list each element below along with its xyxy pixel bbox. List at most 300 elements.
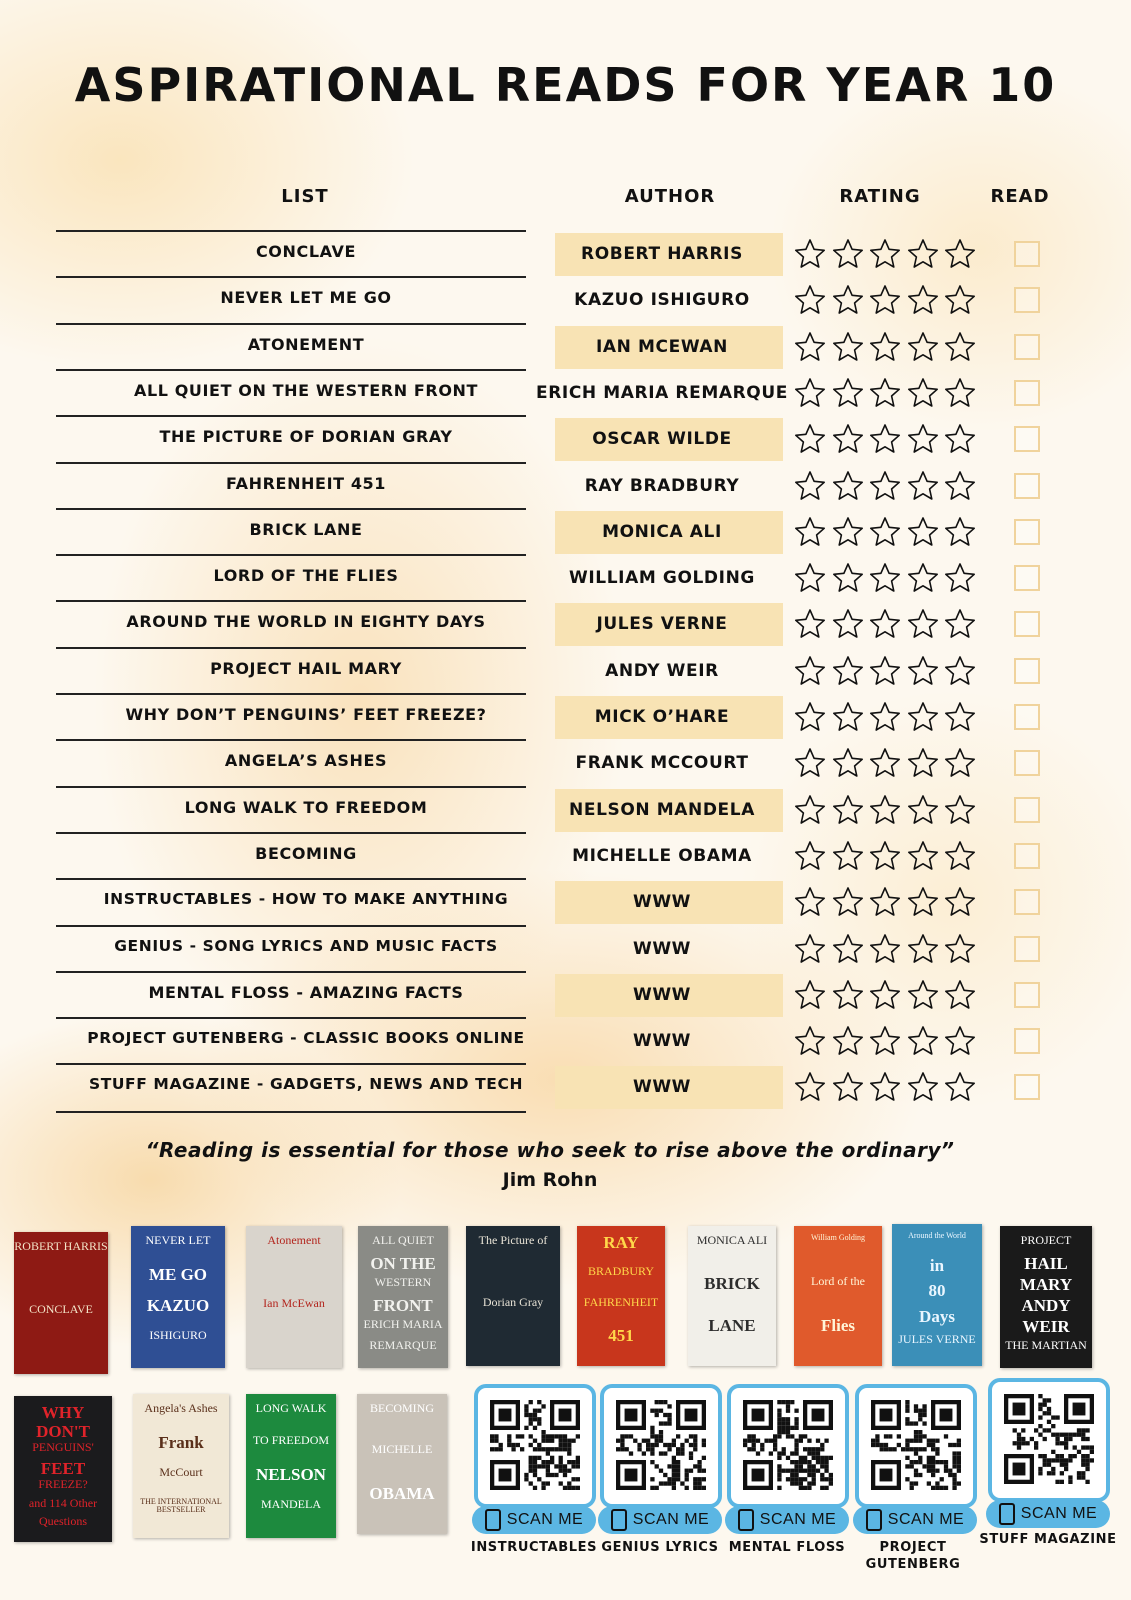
table-row [0,786,1131,832]
star-outline-icon[interactable] [944,516,976,548]
star-outline-icon[interactable] [832,238,864,270]
row-divider [56,508,526,510]
read-checkbox[interactable] [1014,611,1040,637]
star-outline-icon[interactable] [944,331,976,363]
star-outline-icon[interactable] [944,423,976,455]
star-outline-icon[interactable] [832,886,864,918]
star-outline-icon[interactable] [869,238,901,270]
table-row [0,323,1131,369]
table-row [0,369,1131,415]
qr-code-icon [1004,1394,1094,1484]
star-rating [794,655,976,687]
star-outline-icon[interactable] [794,794,826,826]
star-outline-icon[interactable] [907,655,939,687]
author-name: ANDY WEIR [605,660,719,681]
star-rating [794,933,976,965]
star-outline-icon[interactable] [794,238,826,270]
star-outline-icon[interactable] [832,516,864,548]
read-checkbox[interactable] [1014,1074,1040,1100]
cover-text: RAY [603,1233,639,1252]
star-rating [794,284,976,316]
star-outline-icon[interactable] [944,1025,976,1057]
column-header-rating: RATING [839,186,921,207]
column-header-author: AUTHOR [624,186,716,207]
read-checkbox[interactable] [1014,889,1040,915]
author-name: ROBERT HARRIS [581,244,743,264]
book-title: BECOMING [255,843,357,863]
row-divider [56,832,526,834]
read-checkbox[interactable] [1014,658,1040,684]
cover-text: Lord of the [811,1274,865,1289]
star-outline-icon[interactable] [907,701,939,733]
star-outline-icon[interactable] [944,608,976,640]
author-name: IAN MCEWAN [595,336,728,357]
star-rating [794,516,976,548]
star-outline-icon[interactable] [794,284,826,316]
star-outline-icon[interactable] [794,655,826,687]
star-outline-icon[interactable] [832,933,864,965]
cover-text: MANDELA [261,1497,321,1511]
cover-text: Flies [821,1315,855,1335]
cover-text: 451 [608,1326,634,1345]
author-name: OSCAR WILDE [592,429,732,450]
row-divider [56,647,526,649]
table-row [0,508,1131,554]
book-cover-penguins [14,1396,112,1542]
read-checkbox[interactable] [1014,426,1040,452]
star-outline-icon[interactable] [794,516,826,548]
scan-me-button[interactable] [853,1506,977,1534]
author-name: WWW [632,938,692,959]
table-row [0,230,1131,276]
book-title: PROJECT HAIL MARY [210,658,402,678]
author-name: MICK O’HARE [594,707,730,727]
table-row [0,1017,1131,1063]
phone-icon [738,1509,754,1531]
book-title: THE PICTURE OF DORIAN GRAY [159,427,453,447]
star-outline-icon[interactable] [907,840,939,872]
table-row [0,462,1131,508]
author-name: WWW [632,1077,692,1098]
cover-text: in [929,1256,945,1276]
star-outline-icon[interactable] [832,655,864,687]
table-row [0,415,1131,461]
star-outline-icon[interactable] [832,331,864,363]
cover-text: DON'T [36,1421,90,1441]
author-name: ERICH MARIA REMARQUE [536,382,788,403]
star-rating [794,886,976,918]
book-cover-brick-lane [688,1226,776,1366]
star-outline-icon[interactable] [907,331,939,363]
book-title: NEVER LET ME GO [220,288,392,308]
star-outline-icon[interactable] [869,423,901,455]
author-name: FRANK MCCOURT [575,753,749,774]
table-row [0,647,1131,693]
qr-caption-mental-floss: MENTAL FLOSS [728,1540,846,1555]
star-outline-icon[interactable] [944,933,976,965]
cover-text: ANDY [1021,1296,1071,1315]
star-outline-icon[interactable] [907,562,939,594]
star-outline-icon[interactable] [794,933,826,965]
star-outline-icon[interactable] [907,516,939,548]
book-title: CONCLAVE [255,242,357,261]
star-rating [794,840,976,872]
book-title: STUFF MAGAZINE - GADGETS, NEWS AND TECH [88,1075,524,1094]
row-divider [56,786,526,788]
star-outline-icon[interactable] [832,701,864,733]
row-divider [56,1017,526,1019]
star-outline-icon[interactable] [869,516,901,548]
star-outline-icon[interactable] [869,1071,901,1103]
star-outline-icon[interactable] [944,840,976,872]
cover-text: PENGUINS' [32,1440,94,1455]
cover-text: Angela's Ashes [144,1401,218,1415]
star-outline-icon[interactable] [907,284,939,316]
qr-code-genius-lyrics[interactable] [600,1384,722,1508]
star-outline-icon[interactable] [869,979,901,1011]
cover-text: KAZUO [146,1296,210,1315]
star-outline-icon[interactable] [832,470,864,502]
qr-code-icon [871,1400,961,1490]
scan-me-label: SCAN ME [632,1511,710,1528]
book-title: ATONEMENT [247,334,365,354]
cover-text: WESTERN [374,1275,432,1289]
star-outline-icon[interactable] [907,979,939,1011]
book-title: GENIUS - SONG LYRICS AND MUSIC FACTS [114,936,498,955]
cover-text: BECOMING [369,1401,434,1415]
read-checkbox[interactable] [1014,241,1040,267]
star-rating [794,747,976,779]
read-checkbox[interactable] [1014,473,1040,499]
read-checkbox[interactable] [1014,797,1040,823]
cover-text: ROBERT HARRIS [14,1239,108,1253]
cover-text: Around the World [908,1231,966,1240]
row-divider [56,1063,526,1065]
star-outline-icon[interactable] [907,423,939,455]
author-name: WWW [632,1031,692,1052]
star-outline-icon[interactable] [907,933,939,965]
book-cover-becoming [357,1394,447,1534]
read-checkbox[interactable] [1014,936,1040,962]
star-outline-icon[interactable] [794,1025,826,1057]
author-name: WWW [632,984,692,1005]
phone-icon [611,1509,627,1531]
cover-text: JULES VERNE [898,1331,976,1346]
book-title: FAHRENHEIT 451 [225,473,387,493]
read-checkbox[interactable] [1014,1028,1040,1054]
read-checkbox[interactable] [1014,334,1040,360]
star-outline-icon[interactable] [832,284,864,316]
cover-text: REMARQUE [369,1338,437,1352]
read-checkbox[interactable] [1014,565,1040,591]
quote-author: Jim Rohn [502,1169,598,1191]
cover-text: FAHRENHEIT [583,1295,659,1309]
read-checkbox[interactable] [1014,843,1040,869]
cover-text: Frank [158,1433,204,1452]
author-name: JULES VERNE [596,614,728,635]
star-rating [794,608,976,640]
read-checkbox[interactable] [1014,380,1040,406]
star-outline-icon[interactable] [869,701,901,733]
cover-text: BRADBURY [587,1264,655,1278]
row-divider [56,415,526,417]
star-outline-icon[interactable] [944,238,976,270]
star-rating [794,794,976,826]
cover-text: NEVER LET [145,1233,211,1247]
star-outline-icon[interactable] [869,933,901,965]
star-outline-icon[interactable] [794,562,826,594]
cover-text: MICHELLE [371,1442,433,1457]
star-outline-icon[interactable] [907,794,939,826]
table-row [0,832,1131,878]
cover-text: Days [919,1306,955,1326]
star-outline-icon[interactable] [794,423,826,455]
scan-me-button[interactable] [986,1500,1110,1528]
qr-code-instructables[interactable] [474,1384,596,1508]
row-divider [56,462,526,464]
cover-text: HAIL [1024,1254,1068,1273]
qr-caption-stuff-magazine: STUFF MAGAZINE [979,1532,1117,1547]
star-outline-icon[interactable] [832,979,864,1011]
star-outline-icon[interactable] [907,377,939,409]
star-outline-icon[interactable] [794,701,826,733]
row-divider [56,554,526,556]
scan-me-button[interactable] [472,1506,596,1534]
star-outline-icon[interactable] [944,886,976,918]
author-name: RAY BRADBURY [584,475,740,496]
phone-icon [866,1509,882,1531]
cover-text: WHY [41,1403,85,1422]
star-rating [794,701,976,733]
star-outline-icon[interactable] [869,562,901,594]
author-name: WWW [632,892,692,913]
star-outline-icon[interactable] [832,562,864,594]
book-cover-dorian-gray [466,1226,560,1366]
star-outline-icon[interactable] [869,470,901,502]
cover-text: Questions [39,1514,87,1529]
book-title: LONG WALK TO FREEDOM [184,797,428,817]
book-cover-around-the-world [892,1224,982,1366]
star-outline-icon[interactable] [869,608,901,640]
star-outline-icon[interactable] [869,284,901,316]
scan-me-button[interactable] [598,1506,722,1534]
row-divider [56,600,526,602]
cover-text: Dorian Gray [482,1295,544,1309]
book-cover-lord-of-the-flies [794,1226,882,1366]
star-outline-icon[interactable] [794,377,826,409]
star-outline-icon[interactable] [944,284,976,316]
column-header-list: LIST [281,186,329,207]
star-outline-icon[interactable] [832,608,864,640]
star-outline-icon[interactable] [832,747,864,779]
scan-me-label: SCAN ME [887,1511,965,1528]
star-outline-icon[interactable] [832,1025,864,1057]
cover-text: FEET [40,1458,86,1478]
qr-code-mental-floss[interactable] [727,1384,849,1508]
book-cover-never-let-me-go [131,1226,225,1368]
star-outline-icon[interactable] [944,377,976,409]
star-outline-icon[interactable] [794,840,826,872]
qr-caption-project-gutenberg: PROJECT GUTENBERG [865,1540,961,1572]
star-outline-icon[interactable] [907,1071,939,1103]
book-title: MENTAL FLOSS - AMAZING FACTS [148,982,464,1002]
read-checkbox[interactable] [1014,982,1040,1008]
star-outline-icon[interactable] [832,423,864,455]
star-outline-icon[interactable] [907,747,939,779]
cover-text: Ian McEwan [263,1296,325,1310]
row-divider [56,276,526,278]
star-outline-icon[interactable] [944,562,976,594]
cover-text: William Golding [810,1233,866,1242]
star-outline-icon[interactable] [944,701,976,733]
cover-text: FREEZE? [38,1477,88,1492]
row-divider [56,693,526,695]
book-title: ANGELA’S ASHES [224,751,388,771]
star-outline-icon[interactable] [907,1025,939,1057]
star-outline-icon[interactable] [794,886,826,918]
star-outline-icon[interactable] [907,886,939,918]
star-outline-icon[interactable] [794,747,826,779]
star-outline-icon[interactable] [944,979,976,1011]
cover-text: PROJECT [1020,1233,1072,1247]
qr-code-icon [743,1400,833,1490]
star-outline-icon[interactable] [794,979,826,1011]
row-divider [56,925,526,927]
star-rating [794,331,976,363]
cover-text: MONICA ALI [696,1233,768,1247]
cover-text: FRONT [373,1296,433,1315]
book-cover-angelas-ashes [133,1394,229,1538]
table-row [0,276,1131,322]
star-rating [794,1071,976,1103]
book-title: PROJECT GUTENBERG - CLASSIC BOOKS ONLINE [87,1029,525,1048]
table-row [0,554,1131,600]
book-cover-conclave [14,1232,108,1374]
star-outline-icon[interactable] [944,747,976,779]
star-outline-icon[interactable] [944,1071,976,1103]
scan-me-label: SCAN ME [1020,1505,1098,1522]
star-outline-icon[interactable] [869,377,901,409]
book-title: AROUND THE WORLD IN EIGHTY DAYS [126,612,486,632]
star-outline-icon[interactable] [794,608,826,640]
star-outline-icon[interactable] [869,886,901,918]
book-cover-hail-mary [1000,1226,1092,1368]
author-name: MONICA ALI [602,521,722,542]
star-outline-icon[interactable] [832,840,864,872]
book-cover-fahrenheit [577,1226,665,1366]
author-name: WILLIAM GOLDING [569,568,755,589]
star-rating [794,1025,976,1057]
read-checkbox[interactable] [1014,287,1040,313]
star-outline-icon[interactable] [869,331,901,363]
row-divider [56,323,526,325]
cover-text: ON THE [370,1254,436,1273]
star-outline-icon[interactable] [869,840,901,872]
star-outline-icon[interactable] [869,794,901,826]
star-outline-icon[interactable] [907,608,939,640]
cover-text: THE MARTIAN [1005,1338,1087,1352]
star-outline-icon[interactable] [869,747,901,779]
star-outline-icon[interactable] [794,1071,826,1103]
table-bottom-rule [56,1111,526,1113]
book-cover-all-quiet [358,1226,448,1368]
star-outline-icon[interactable] [907,238,939,270]
star-outline-icon[interactable] [832,1071,864,1103]
author-name: NELSON MANDELA [569,799,755,820]
star-rating [794,238,976,270]
qr-code-project-gutenberg[interactable] [855,1384,977,1508]
cover-text: Atonement [267,1233,321,1247]
star-rating [794,423,976,455]
cover-text: CONCLAVE [29,1302,93,1316]
star-outline-icon[interactable] [832,794,864,826]
star-outline-icon[interactable] [944,470,976,502]
cover-text: McCourt [159,1465,203,1479]
book-title: BRICK LANE [249,519,363,539]
row-divider [56,369,526,371]
cover-text: MARY [1019,1275,1073,1294]
table-row [0,971,1131,1017]
table-row [0,693,1131,739]
cover-text: LANE [708,1315,756,1335]
quote-text: “Reading is essential for those who seek to rise above the ordinary” [145,1138,955,1162]
row-divider [56,739,526,741]
row-divider [56,878,526,880]
star-outline-icon[interactable] [832,377,864,409]
cover-text: ME GO [148,1264,208,1284]
cover-text: ISHIGURO [149,1327,207,1342]
qr-caption-instructables: INSTRUCTABLES [470,1540,598,1555]
scan-me-label: SCAN ME [759,1511,837,1528]
page-title: ASPIRATIONAL READS FOR YEAR 10 [74,58,1057,112]
table-row [0,739,1131,785]
book-cover-long-walk [246,1394,336,1538]
book-title: INSTRUCTABLES - HOW TO MAKE ANYTHING [103,890,509,909]
star-outline-icon[interactable] [869,1025,901,1057]
author-name: KAZUO ISHIGURO [574,290,750,311]
cover-text: The Picture of [478,1233,548,1247]
cover-text: LONG WALK [255,1401,327,1415]
read-checkbox[interactable] [1014,750,1040,776]
table-row [0,1063,1131,1109]
star-outline-icon[interactable] [794,331,826,363]
star-outline-icon[interactable] [944,655,976,687]
star-outline-icon[interactable] [869,655,901,687]
column-header-read: READ [990,186,1050,207]
author-name: MICHELLE OBAMA [572,845,752,866]
star-rating [794,377,976,409]
star-rating [794,562,976,594]
scan-me-button[interactable] [725,1506,849,1534]
qr-caption-genius-lyrics: GENIUS LYRICS [601,1540,719,1555]
qr-code-stuff-magazine[interactable] [988,1378,1110,1502]
qr-code-icon [490,1400,580,1490]
read-checkbox[interactable] [1014,519,1040,545]
cover-text: WEIR [1022,1317,1070,1336]
read-checkbox[interactable] [1014,704,1040,730]
star-outline-icon[interactable] [944,794,976,826]
star-outline-icon[interactable] [794,470,826,502]
row-divider [56,230,526,232]
star-outline-icon[interactable] [907,470,939,502]
table-row [0,925,1131,971]
star-rating [794,979,976,1011]
cover-text: ERICH MARIA [363,1317,443,1331]
book-title: LORD OF THE FLIES [213,566,399,586]
cover-text: ALL QUIET [372,1233,434,1247]
cover-text: THE INTERNATIONAL BESTSELLER [140,1497,222,1515]
table-row [0,878,1131,924]
